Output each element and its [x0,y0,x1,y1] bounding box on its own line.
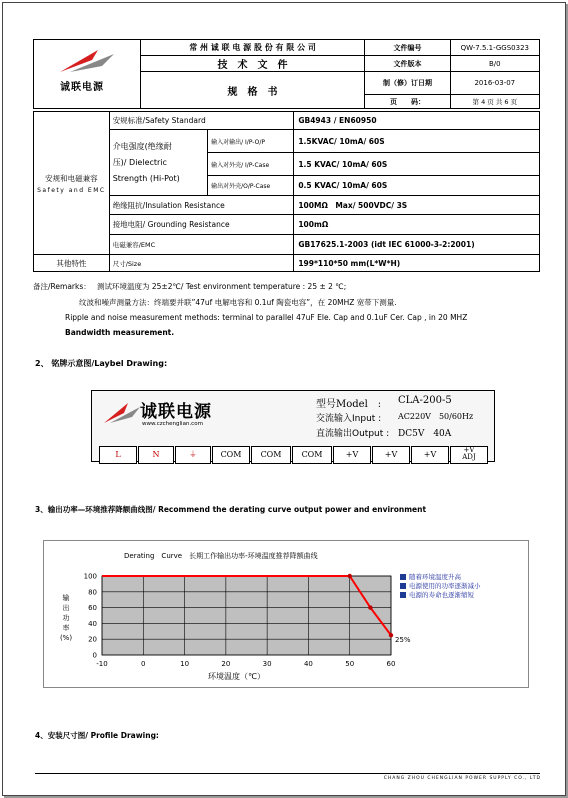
footer-company: CHANG ZHOU CHENGLIAN POWER SUPPLY CO., LTD [383,776,541,781]
plot-area [102,576,391,655]
y-axis-label: 输 [62,594,70,602]
document-page [2,2,566,796]
data-point [348,574,352,578]
data-point [368,605,372,609]
model-value: CLA-200-5 [398,395,452,406]
y-tick-label: 60 [88,604,97,613]
legend-item [400,581,481,590]
doc-no-label: 文件编号 [365,40,450,56]
safety-standard-value: GB4943 / EN60950 [294,112,540,130]
terminal-plus-v: +V [372,446,410,464]
y-tick-label: 80 [88,588,97,597]
group-safety-emc [34,112,110,255]
grounding-value: 100mΩ [294,215,540,235]
hipot-label-line2: 压)/ Dielectric [112,157,167,167]
terminal-adj-bottom: ADJ [462,453,476,461]
logo-cell [34,40,141,109]
hipot-sub-label: 输出对外壳/O/P-Case [208,176,294,196]
safety-standard-label: 安规标准/Safety Standard [109,112,294,130]
section3-title: 3、输出功率—环境推荐降额曲线图/ Recommend the derating curve output power and environment [35,505,427,514]
nameplate-website: www.czchenglian.com [142,421,203,427]
doc-type: 技 术 文 件 [140,56,365,72]
x-tick-label: 10 [180,660,190,668]
remarks-line4: Bandwidth measurement. [65,328,175,337]
date-label: 制（修）订日期 [365,72,450,95]
spec-table [33,111,540,272]
hipot-label [109,130,207,196]
model-label: 型号Model : [316,399,382,410]
section2-title: 2、 铭牌示意图/Laybel Drawing: [35,359,168,368]
legend-item [400,590,481,599]
page-label: 页 码： [365,95,450,109]
y-axis-label: 出 [62,604,70,612]
section4-title: 4、安装尺寸图/ Profile Drawing: [35,731,159,740]
chart-title: Derating Curve 长期工作输出功率-环境温度推荐降额曲线 [124,552,318,560]
output-label: 直流输出Output : [316,429,390,439]
page-value: 第 4 页 共 6 页 [450,95,539,109]
group-safety-emc-label: 安规和电磁兼容 [45,173,98,183]
size-value: 199*110*50 mm(L*W*H) [294,255,540,272]
nameplate-logo-icon [102,399,142,427]
group-other-label: 其他特性 [34,255,110,272]
x-tick-label: 60 [386,660,396,668]
header-table [33,39,540,109]
y-tick-label: 40 [88,619,97,628]
nameplate-logo-text: 诚联电源 [140,402,212,422]
company-logo-icon [58,46,118,76]
terminal-n: N [138,446,174,464]
chart-frame [43,540,529,688]
y-axis-label: 率 [62,624,70,632]
version-label: 文件版本 [365,56,450,72]
legend-swatch [400,583,406,589]
terminal-adj-top: +V [463,446,475,454]
input-value: AC220V 50/60Hz [398,412,474,421]
insulation-label: 绝缘阻抗/Insulation Resistance [109,196,294,215]
terminal-plus-v: +V [333,446,371,464]
input-label: 交流输入Input : [316,414,382,424]
x-tick-label: 40 [303,660,313,668]
remarks-label: 备注/Remarks： [33,282,91,291]
date-value: 2016-03-07 [450,72,539,95]
terminal-plus-v: +V [411,446,449,464]
hipot-sub-value: 1.5KVAC/ 10mA/ 60S [294,130,540,153]
emc-label: 电磁兼容/EMC [109,235,294,255]
y-axis-label: 功 [62,614,70,622]
x-tick-label: 20 [221,660,231,668]
hipot-label-line3: Strength (Hi-Pot) [112,173,180,183]
grounding-label: 接地电阻/ Grounding Resistance [109,215,294,235]
remarks-line1: 测试环境温度为 25±2℃/ Test environment temperature : 25 ± 2 ℃; [97,282,347,291]
y-axis-label: (%) [59,634,73,642]
footer-rule [35,773,540,774]
emc-value: GB17625.1-2003 (idt IEC 61000-3-2:2001) [294,235,540,255]
remarks-line2: 纹波和噪声测量方法：终端要并联”47uf 电解电容和 0.1uf 陶瓷电容”，在 20MHZ 宽带下测量. [79,298,397,307]
chart-legend [400,572,481,599]
y-tick-label: 0 [92,651,97,660]
terminal-l: L [99,446,137,464]
legend-item [400,572,481,581]
group-safety-emc-label-en: Safety and EMC [37,186,106,194]
y-tick-label: 100 [83,572,97,581]
x-tick-label: 30 [262,660,272,668]
version-value: B/0 [450,56,539,72]
data-point [389,633,393,637]
x-axis-label: 环境温度（℃） [208,672,265,681]
terminal-ground-icon: ⏚ [175,446,211,464]
terminal-adj [450,446,488,464]
legend-swatch [400,574,406,580]
company-name: 常 州 诚 联 电 源 股 份 有 限 公 司 [140,40,365,56]
legend-text: 电源使用的功率逐渐减小 [409,582,481,590]
remarks-line3: Ripple and noise measurement methods: terminal to parallel 47uF Ele. Cap and 0.1uF Cer. Cap , in 20 MHZ [65,313,468,322]
y-tick-label: 20 [88,635,97,644]
logo-text: 诚联电源 [60,82,104,93]
terminal-com: COM [292,446,332,464]
hipot-sub-value: 0.5 KVAC/ 10mA/ 60S [294,176,540,196]
derating-chart [44,541,528,687]
doc-no-value: QW-7.5.1-GGS0323 [450,40,539,56]
legend-text: 电源的寿命也逐渐缩短 [409,591,474,599]
doc-title: 规 格 书 [140,72,365,109]
hipot-sub-value: 1.5 KVAC/ 10mA/ 60S [294,153,540,176]
x-tick-label: -10 [96,660,108,668]
x-tick-label: 0 [141,660,146,668]
hipot-sub-label: 输入对外壳/ I/P-Case [208,153,294,176]
insulation-value: 100MΩ Max/ 500VDC/ 3S [294,196,540,215]
annotation-label: 25% [395,636,411,645]
hipot-label-line1: 介电强度(绝缘耐 [112,141,172,151]
terminal-com: COM [212,446,250,464]
x-tick-label: 50 [345,660,355,668]
output-value: DC5V 40A [398,429,452,439]
legend-swatch [400,592,406,598]
legend-text: 随着环境温度升高 [409,573,461,581]
terminal-com: COM [251,446,291,464]
size-label: 尺寸/Size [109,255,294,272]
hipot-sub-label: 输入对输出/ I/P-O/P [208,130,294,153]
